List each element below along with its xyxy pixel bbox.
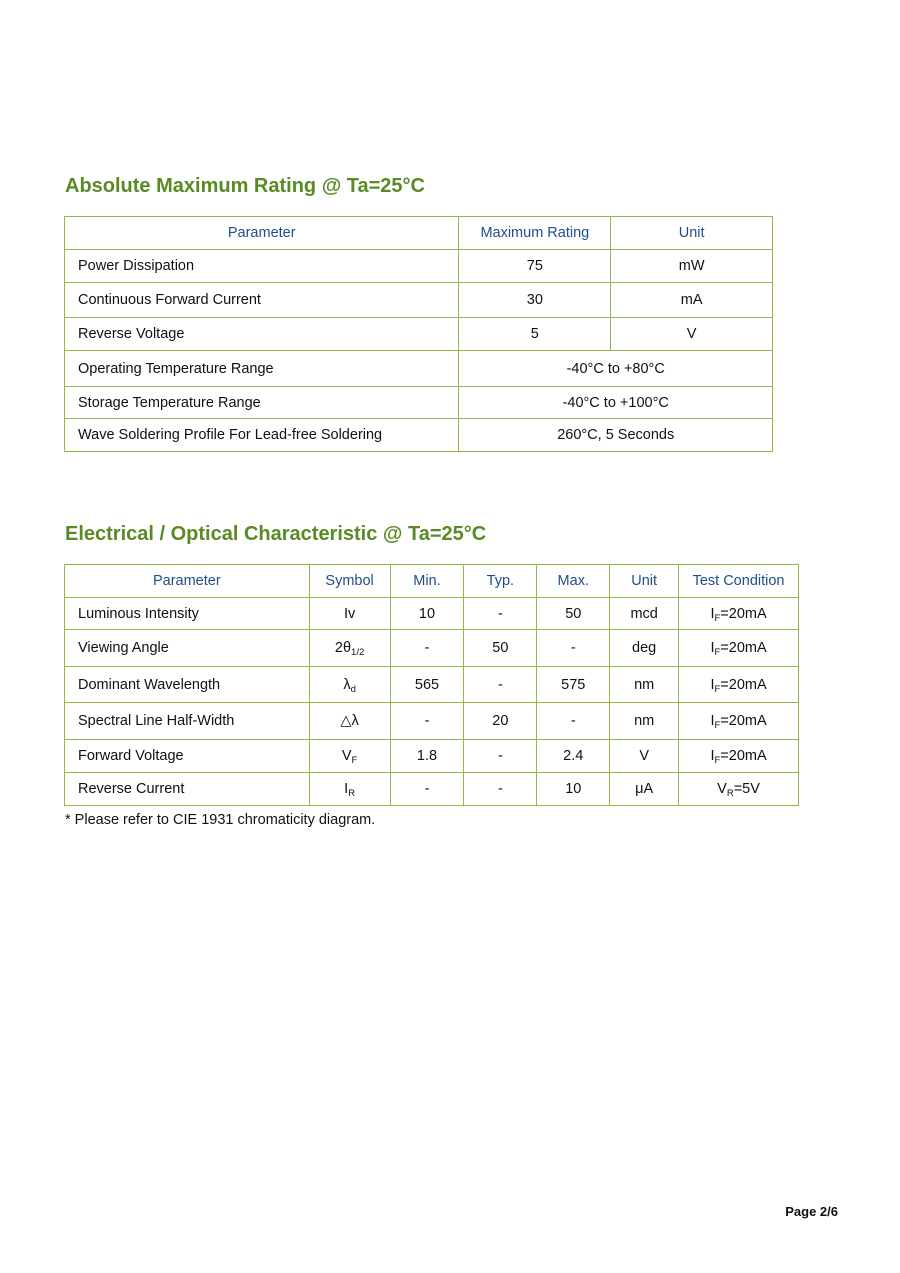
amr-value: -40°C to +80°C	[459, 351, 773, 387]
eoc-unit: deg	[610, 630, 679, 667]
eoc-header-typ: Typ.	[464, 565, 537, 598]
amr-param: Wave Soldering Profile For Lead-free Soldering	[65, 419, 459, 452]
amr-unit: mA	[611, 283, 773, 318]
table-row	[65, 250, 773, 283]
table-row	[65, 773, 799, 806]
table-row	[65, 667, 799, 703]
eoc-symbol: $V_F$	[309, 740, 390, 773]
eoc-header-symbol: Symbol	[309, 565, 390, 598]
amr-header-max-rating: Maximum Rating	[459, 217, 611, 250]
eoc-min: 1.8	[390, 740, 464, 773]
amr-value: -40°C to +100°C	[459, 387, 773, 419]
eoc-condition: $I_F=20mA$	[679, 598, 799, 630]
eoc-min: -	[390, 630, 464, 667]
table-row	[65, 740, 799, 773]
eoc-header-min: Min.	[390, 565, 464, 598]
eoc-condition: $I_F=20mA$	[679, 667, 799, 703]
eoc-typ: -	[464, 667, 537, 703]
eoc-header-row	[65, 565, 799, 598]
eoc-param: Dominant Wavelength	[65, 667, 310, 703]
eoc-condition: $I_F=20mA$	[679, 703, 799, 740]
eoc-section-title: Electrical / Optical Characteristic @ Ta=25°C	[65, 523, 487, 545]
eoc-symbol: Iv	[309, 598, 390, 630]
eoc-unit: μA	[610, 773, 679, 806]
eoc-min: 565	[390, 667, 464, 703]
page-number: Page 2/6	[785, 1204, 838, 1219]
eoc-param: Reverse Current	[65, 773, 310, 806]
eoc-unit: V	[610, 740, 679, 773]
eoc-condition: $V_R=5V$	[679, 773, 799, 806]
amr-param: Power Dissipation	[65, 250, 459, 283]
eoc-typ: -	[464, 598, 537, 630]
amr-value: 30	[459, 283, 611, 318]
amr-header-parameter: Parameter	[65, 217, 459, 250]
eoc-max: 50	[537, 598, 610, 630]
eoc-min: -	[390, 773, 464, 806]
eoc-typ: -	[464, 773, 537, 806]
eoc-max: 10	[537, 773, 610, 806]
amr-header-row	[65, 217, 773, 250]
table-row	[65, 351, 773, 387]
amr-value: 5	[459, 318, 611, 351]
amr-param: Continuous Forward Current	[65, 283, 459, 318]
amr-unit: mW	[611, 250, 773, 283]
amr-param: Storage Temperature Range	[65, 387, 459, 419]
eoc-param: Viewing Angle	[65, 630, 310, 667]
eoc-min: 10	[390, 598, 464, 630]
amr-unit: V	[611, 318, 773, 351]
amr-table	[64, 216, 773, 452]
eoc-header-unit: Unit	[610, 565, 679, 598]
eoc-symbol: △λ	[309, 703, 390, 740]
eoc-max: 2.4	[537, 740, 610, 773]
eoc-header-max: Max.	[537, 565, 610, 598]
eoc-table	[64, 564, 799, 806]
eoc-symbol: $\lambda_d$	[309, 667, 390, 703]
table-row	[65, 703, 799, 740]
eoc-typ: 50	[464, 630, 537, 667]
table-row	[65, 283, 773, 318]
eoc-symbol: $2\theta_{1/2}$	[309, 630, 390, 667]
eoc-param: Spectral Line Half-Width	[65, 703, 310, 740]
amr-section-title: Absolute Maximum Rating @ Ta=25°C	[65, 175, 425, 197]
eoc-header-parameter: Parameter	[65, 565, 310, 598]
amr-value: 75	[459, 250, 611, 283]
footnote: * Please refer to CIE 1931 chromaticity diagram.	[65, 812, 376, 828]
eoc-max: -	[537, 630, 610, 667]
amr-header-unit: Unit	[611, 217, 773, 250]
eoc-condition: $I_F=20mA$	[679, 630, 799, 667]
eoc-max: -	[537, 703, 610, 740]
eoc-max: 575	[537, 667, 610, 703]
amr-value: 260°C, 5 Seconds	[459, 419, 773, 452]
eoc-param: Luminous Intensity	[65, 598, 310, 630]
eoc-typ: -	[464, 740, 537, 773]
table-row	[65, 318, 773, 351]
table-row	[65, 598, 799, 630]
eoc-symbol: $I_R$	[309, 773, 390, 806]
eoc-unit: nm	[610, 703, 679, 740]
amr-param: Reverse Voltage	[65, 318, 459, 351]
table-row	[65, 419, 773, 452]
eoc-unit: nm	[610, 667, 679, 703]
table-row	[65, 630, 799, 667]
eoc-header-test-condition: Test Condition	[679, 565, 799, 598]
amr-param: Operating Temperature Range	[65, 351, 459, 387]
eoc-param: Forward Voltage	[65, 740, 310, 773]
table-row	[65, 387, 773, 419]
eoc-min: -	[390, 703, 464, 740]
eoc-condition: $I_F=20mA$	[679, 740, 799, 773]
eoc-unit: mcd	[610, 598, 679, 630]
eoc-typ: 20	[464, 703, 537, 740]
